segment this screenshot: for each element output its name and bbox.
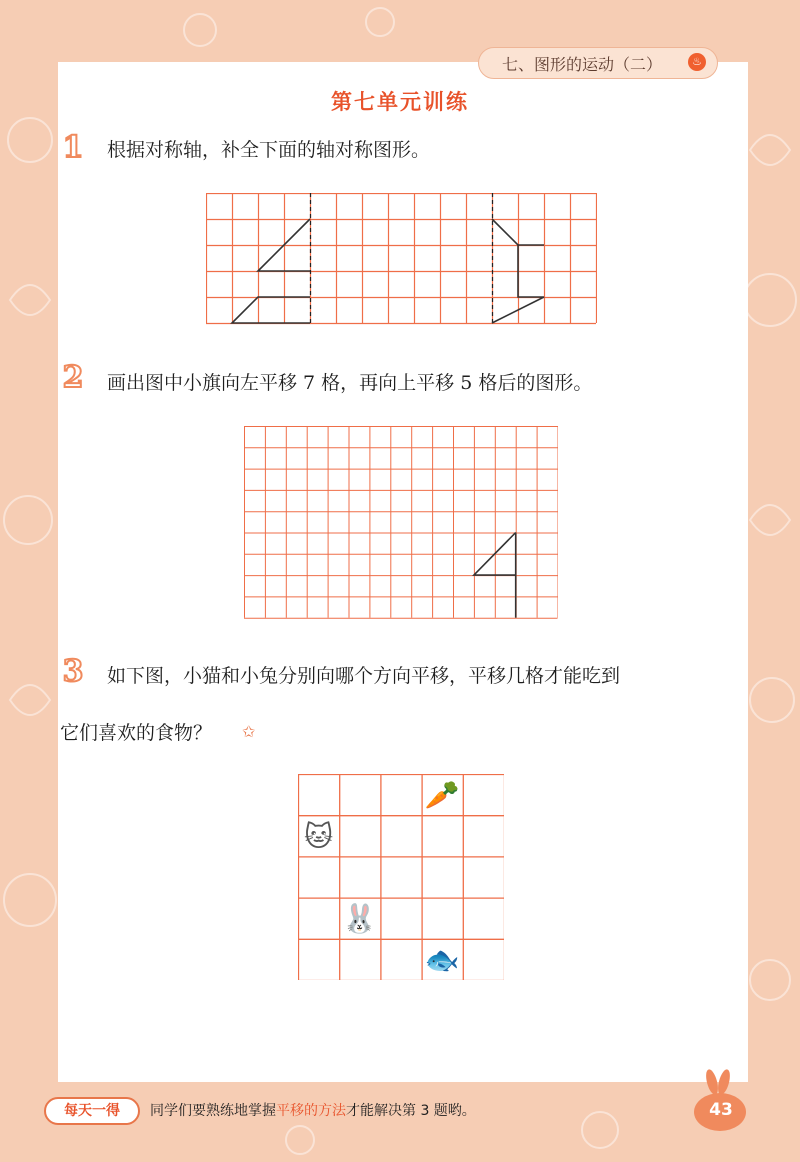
page-number: 43 bbox=[709, 1100, 733, 1120]
animal-grid bbox=[298, 774, 504, 980]
footer-tip: 同学们要熟练地掌握平移的方法才能解决第 3 题哟。 bbox=[150, 1103, 476, 1119]
star-icon: ✩ bbox=[242, 722, 256, 741]
question-3-text-line2: 它们喜欢的食物？ bbox=[60, 722, 213, 744]
question-number-2: 2 bbox=[62, 360, 84, 395]
flame-icon: ♨ bbox=[688, 53, 706, 71]
unit-title: 第七单元训练 bbox=[331, 90, 469, 114]
symmetry-grid bbox=[206, 193, 597, 326]
carrot-icon: 🥕 bbox=[424, 778, 460, 812]
section-title: 七、图形的运动（二） bbox=[502, 55, 663, 74]
left-half-bottom-shape bbox=[232, 297, 310, 323]
flag-shape bbox=[474, 533, 516, 576]
rabbit-icon: 🐰 bbox=[342, 902, 378, 936]
question-1-text: 根据对称轴，补全下面的轴对称图形。 bbox=[107, 139, 431, 161]
question-number-3: 3 bbox=[62, 654, 84, 689]
question-2-text: 画出图中小旗向左平移 7 格，再向上平移 5 格后的图形。 bbox=[107, 372, 593, 394]
question-number-1: 1 bbox=[62, 130, 84, 165]
translation-grid bbox=[244, 426, 558, 619]
cat-icon: 🐱 bbox=[303, 819, 334, 853]
fish-icon: 🐟 bbox=[424, 943, 460, 977]
question-3-text-line1: 如下图，小猫和小兔分别向哪个方向平移，平移几格才能吃到 bbox=[107, 665, 621, 687]
daily-tip-badge: 每天一得 bbox=[44, 1097, 140, 1125]
